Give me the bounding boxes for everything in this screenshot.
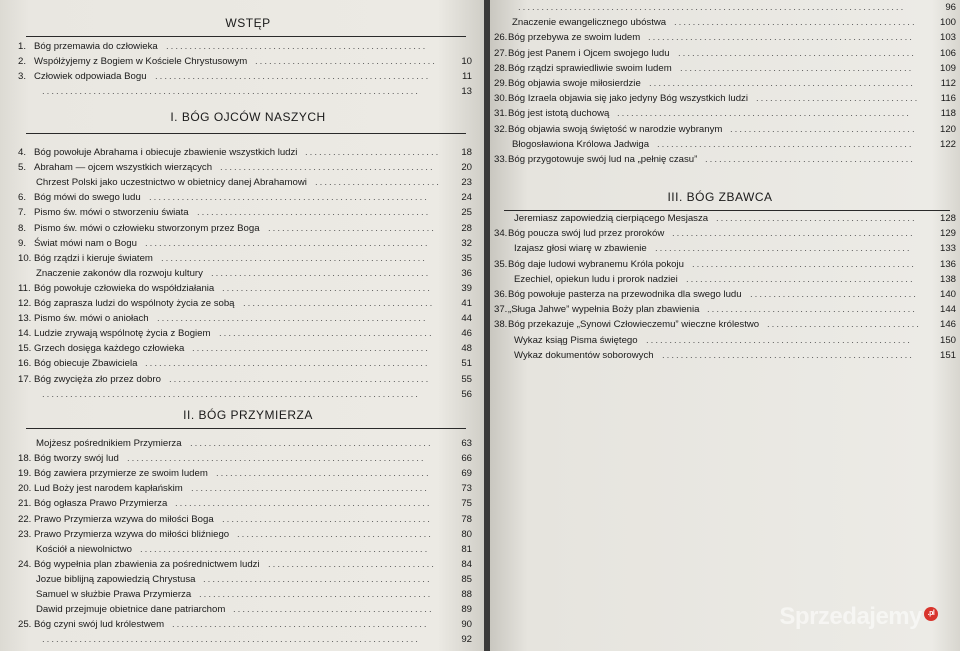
entry-title: Człowiek odpowiada Bogu: [34, 71, 147, 83]
entry-title: Ludzie zrywają wspólnotę życia z Bogiem: [34, 328, 211, 340]
toc-entry: [18, 40, 472, 54]
entry-number: 29.: [494, 78, 508, 89]
leader-dots: ....................................................: [672, 228, 915, 240]
toc-entry: [26, 437, 472, 451]
leader-dots: ........................................: [730, 123, 917, 135]
toc-entry: [494, 1, 956, 15]
watermark: [779, 603, 938, 631]
leader-dots: .............................................: [705, 154, 915, 165]
entry-page: 48: [461, 343, 472, 355]
entry-page: 146: [939, 319, 956, 331]
entry-page: 92: [461, 634, 472, 646]
entry-title: Bóg jest istotą duchową: [508, 108, 610, 120]
leader-dots: .......................................................: [175, 498, 432, 510]
entry-page: 128: [939, 213, 956, 224]
entry-title: Bóg przemawia do człowieka: [34, 41, 158, 52]
entry-number: 21.: [18, 498, 32, 510]
toc-entry: [18, 558, 472, 572]
entry-title: Bóg rządzi sprawiedliwie swoim ludem: [508, 62, 672, 74]
leader-dots: ........................................................: [169, 373, 431, 385]
entry-number: 15.: [18, 343, 32, 355]
leader-dots: .......................................................: [655, 243, 912, 255]
entry-number: 23.: [18, 528, 32, 540]
entry-page: 138: [939, 273, 956, 285]
entry-number: 9.: [18, 237, 27, 249]
entry-title: Bóg zaprasza ludzi do wspólnoty życia ze sobą: [34, 298, 235, 309]
entry-title: Bóg tworzy swój lud: [34, 453, 119, 465]
toc-entry: [494, 318, 956, 332]
entry-page: 41: [461, 298, 472, 309]
leader-dots: .........................................................: [646, 334, 912, 346]
entry-page: 56: [461, 388, 472, 400]
toc-entry: [18, 70, 472, 84]
toc-entry: [18, 467, 472, 481]
leader-dots: ...................................................................................: [518, 2, 906, 13]
entry-title: Dawid przejmuje obietnice dane patriarchom: [36, 604, 226, 616]
entry-number: 12.: [18, 298, 32, 309]
entry-number: 7.: [18, 207, 27, 219]
entry-page: 35: [461, 252, 472, 264]
entry-number: 36.: [494, 289, 508, 300]
toc-entry: [18, 297, 472, 311]
leader-dots: .............................................: [222, 513, 432, 525]
entry-number: 16.: [18, 358, 32, 370]
entry-title: Bóg Izraela objawia się jako jedyny Bóg wszystkich ludzi: [508, 93, 748, 105]
watermark-badge-icon: .pl: [924, 607, 938, 621]
entry-title: Bóg rządzi i kieruje światem: [34, 252, 153, 264]
entry-title: Bóg ogłasza Prawo Przymierza: [34, 498, 168, 510]
entry-number: 38.: [494, 319, 508, 331]
entry-number: 26.: [494, 32, 508, 44]
entry-page: 20: [461, 162, 472, 174]
leader-dots: .......................................................: [657, 138, 914, 150]
toc-entry: [494, 212, 956, 226]
entry-title: Bóg objawia swoje miłosierdzie: [508, 78, 641, 89]
entry-page: 24: [461, 192, 472, 204]
toc-entry: [26, 573, 472, 587]
entry-page: 144: [939, 304, 956, 316]
leader-dots: ............................................................: [149, 192, 429, 204]
leader-dots: ...........................................................: [155, 71, 431, 83]
toc-entry: [494, 107, 956, 121]
entry-title: Bóg przekazuje „Synowi Człowieczemu” wieczne królestwo: [508, 319, 760, 331]
leader-dots: .............................................................: [145, 358, 430, 370]
entry-title: Bóg czyni swój lud królestwem: [34, 619, 165, 631]
leader-dots: .................................................................................: [42, 86, 420, 98]
entry-title: Znaczenie zakonów dla rozwoju kultury: [36, 267, 203, 279]
entry-number: 34.: [494, 228, 508, 240]
entry-number: 25.: [18, 619, 32, 631]
leader-dots: ....................................: [268, 222, 436, 234]
entry-title: Bóg przebywa ze swoim ludem: [508, 32, 641, 44]
entry-title: Bóg powołuje pasterza na przewodnika dla swego ludu: [508, 289, 742, 300]
entry-number: 17.: [18, 373, 32, 385]
toc-entry: [18, 282, 472, 296]
toc-entry: [18, 342, 472, 356]
leader-dots: ...............................................: [211, 267, 431, 279]
entry-title: Bóg mówi do swego ludu: [34, 192, 141, 204]
toc-entry: [18, 452, 472, 466]
section-divider: [26, 36, 466, 37]
entry-title: Prawo Przymierza wzywa do miłości Boga: [34, 513, 214, 525]
entry-page: 89: [461, 604, 472, 616]
leader-dots: ..................................................: [199, 589, 433, 600]
toc-entry: [26, 85, 472, 99]
entry-number: 6.: [18, 192, 27, 204]
toc-entry: [494, 153, 956, 167]
entry-number: 19.: [18, 468, 32, 480]
entry-page: 88: [461, 589, 472, 600]
entry-page: 84: [461, 558, 472, 570]
entry-title: Pismo św. mówi o człowieku stworzonym przez Boga: [34, 222, 260, 234]
entry-title: Bóg obiecuje Zbawiciela: [34, 358, 138, 370]
leader-dots: .............................................: [222, 282, 432, 294]
entry-title: Bóg zawiera przymierze ze swoim ludem: [34, 468, 208, 480]
entry-number: 24.: [18, 558, 32, 570]
leader-dots: ...........................: [315, 177, 441, 189]
leader-dots: .................................................................................: [42, 388, 420, 400]
entry-page: 63: [461, 438, 472, 449]
entry-page: 28: [461, 222, 472, 234]
entry-page: 51: [461, 358, 472, 370]
section-divider: [26, 133, 466, 134]
leader-dots: ..............................................: [219, 328, 434, 340]
leader-dots: ........................................................: [166, 41, 428, 52]
entry-page: 100: [939, 17, 956, 29]
toc-entry: [26, 388, 472, 402]
entry-title: Bóg wypełnia plan zbawienia za pośrednictwem ludzi: [34, 558, 260, 570]
toc-entry: [18, 161, 472, 175]
entry-number: 14.: [18, 328, 32, 340]
toc-entry: [494, 123, 956, 137]
toc-entry: [18, 191, 472, 205]
entry-page: 39: [461, 282, 472, 294]
toc-entry: [18, 222, 472, 236]
toc-entry: [494, 334, 956, 348]
entry-number: 22.: [18, 513, 32, 525]
entry-page: 80: [461, 528, 472, 540]
entry-title: Bóg powołuje człowieka do współdziałania: [34, 282, 215, 294]
toc-entry: [494, 242, 956, 256]
leader-dots: ...................................................: [678, 47, 916, 59]
entry-title: Ezechiel, opiekun ludu i prorok nadziei: [514, 273, 678, 285]
entry-page: 109: [939, 62, 956, 74]
entry-page: 25: [461, 207, 472, 219]
entry-number: 33.: [494, 154, 508, 165]
toc-entry: [26, 543, 472, 557]
entry-number: 28.: [494, 62, 508, 74]
leader-dots: .................................................: [203, 573, 432, 585]
entry-number: 8.: [18, 222, 27, 234]
entry-page: 122: [939, 138, 956, 150]
leader-dots: .........................................................: [649, 78, 915, 89]
entry-page: 23: [461, 177, 472, 189]
entry-page: 66: [461, 453, 472, 465]
entry-title: Chrzest Polski jako uczestnictwo w obietnicy danej Abrahamowi: [36, 177, 307, 189]
toc-entry: [18, 373, 472, 387]
leader-dots: .................................................................................: [42, 634, 420, 646]
entry-title: Bóg powołuje Abrahama i obiecuje zbawienie wszystkich ludzi: [34, 147, 298, 158]
toc-entry: [494, 92, 956, 106]
entry-page: 85: [461, 573, 472, 585]
entry-page: 69: [461, 468, 472, 480]
entry-title: Bóg jest Panem i Ojcem swojego ludu: [508, 47, 670, 59]
entry-title: Jeremiasz zapowiedzią cierpiącego Mesjasza: [514, 213, 709, 224]
entry-page: 112: [940, 78, 956, 89]
entry-number: 32.: [494, 123, 508, 135]
entry-page: 73: [461, 483, 472, 495]
section-title: II. BÓG PRZYMIERZA: [183, 408, 313, 422]
section-title: WSTĘP: [225, 16, 271, 30]
toc-entry: [494, 273, 956, 287]
entry-title: Mojżesz pośrednikiem Przymierza: [36, 438, 182, 449]
entry-number: 20.: [18, 483, 32, 495]
entry-title: Pismo św. mówi o stworzeniu świata: [34, 207, 189, 219]
leader-dots: .............................: [305, 147, 441, 158]
leader-dots: ..............................................................: [140, 543, 430, 555]
entry-page: 81: [461, 543, 472, 555]
toc-entry: [18, 252, 472, 266]
entry-title: Bóg daje ludowi wybranemu Króla pokoju: [508, 258, 684, 270]
entry-title: Błogosławiona Królowa Jadwiga: [512, 138, 650, 150]
entry-page: 129: [939, 228, 956, 240]
entry-title: Abraham — ojcem wszystkich wierzących: [34, 162, 213, 174]
entry-page: 96: [945, 2, 956, 13]
leader-dots: ..............................................: [220, 162, 435, 174]
entry-title: Wykaz ksiąg Pisma świętego: [514, 334, 638, 346]
section-divider: [26, 428, 466, 429]
entry-page: 55: [461, 373, 472, 385]
entry-number: 35.: [494, 258, 508, 270]
entry-number: 18.: [18, 453, 32, 465]
leader-dots: ....................................................: [190, 438, 433, 449]
leader-dots: ................................................: [692, 258, 916, 270]
leader-dots: ...........................................: [233, 604, 434, 616]
entry-page: 150: [939, 334, 956, 346]
entry-number: 5.: [18, 162, 27, 174]
entry-page: 78: [461, 513, 472, 525]
leader-dots: ...................................................: [191, 483, 429, 495]
entry-page: 10: [461, 56, 472, 68]
entry-number: 13.: [18, 313, 32, 325]
toc-entry: [26, 633, 472, 647]
entry-number: 1.: [18, 41, 27, 52]
toc-entry: [18, 528, 472, 542]
leader-dots: ....................................................: [674, 17, 917, 29]
entry-title: Bóg poucza swój lud przez proroków: [508, 228, 665, 240]
entry-page: 44: [461, 313, 472, 325]
toc-entry: [494, 288, 956, 302]
toc-entry: [18, 513, 472, 527]
toc-entry: [18, 357, 472, 371]
entry-title: Współżyjemy z Bogiem w Kościele Chrystusowym: [34, 56, 248, 68]
toc-entry: [26, 267, 472, 281]
watermark-text: Sprzedajemy: [779, 603, 922, 630]
right-page: [490, 0, 960, 651]
toc-entry: [18, 146, 472, 160]
entry-number: 27.: [494, 47, 508, 59]
section-title: I. BÓG OJCÓW NASZYCH: [170, 110, 326, 124]
leader-dots: .................................: [767, 319, 921, 331]
entry-title: Grzech dosięga każdego człowieka: [34, 343, 185, 355]
leader-dots: ..................................................: [680, 62, 914, 74]
entry-page: 75: [461, 498, 472, 510]
leader-dots: .........................................................: [161, 252, 427, 264]
entry-number: 3.: [18, 71, 27, 83]
toc-entry: [18, 327, 472, 341]
entry-page: 90: [461, 619, 472, 631]
entry-page: 18: [461, 147, 472, 158]
leader-dots: .............................................: [707, 304, 917, 316]
leader-dots: .........................................................: [648, 32, 914, 44]
entry-page: 116: [940, 93, 956, 105]
toc-entry: [26, 176, 472, 190]
section-title: III. BÓG ZBAWCA: [667, 190, 773, 204]
toc-entry: [18, 497, 472, 511]
entry-title: Prawo Przymierza wzywa do miłości bliźniego: [34, 528, 230, 540]
toc-entry: [494, 31, 956, 45]
toc-entry: [494, 138, 956, 152]
toc-entry: [18, 618, 472, 632]
entry-title: Lud Boży jest narodem kapłańskim: [34, 483, 183, 495]
entry-number: 30.: [494, 93, 508, 105]
leader-dots: .......................................: [255, 56, 437, 68]
entry-page: 103: [939, 32, 956, 44]
entry-title: Świat mówi nam o Bogu: [34, 237, 137, 249]
leader-dots: ...................................................: [192, 343, 430, 355]
leader-dots: .............................................................: [145, 237, 430, 249]
toc-entry: [494, 47, 956, 61]
toc-entry: [18, 312, 472, 326]
entry-page: 136: [939, 258, 956, 270]
toc-entry: [494, 303, 956, 317]
entry-page: 140: [939, 289, 956, 300]
entry-number: 37.: [494, 304, 508, 316]
entry-page: 151: [939, 349, 956, 361]
entry-page: 118: [940, 108, 956, 120]
entry-page: 11: [462, 71, 472, 83]
section-divider: [504, 210, 950, 211]
entry-number: 31.: [494, 108, 508, 120]
toc-entry: [18, 237, 472, 251]
leader-dots: ....................................: [268, 558, 436, 570]
entry-title: Izajasz głosi wiarę w zbawienie: [514, 243, 647, 255]
toc-entry: [494, 77, 956, 91]
toc-entry: [494, 227, 956, 241]
toc-entry: [26, 588, 472, 602]
toc-entry: [18, 206, 472, 220]
entry-title: Jozue biblijną zapowiedzią Chrystusa: [36, 573, 196, 585]
leader-dots: ................................................................: [127, 453, 426, 465]
leader-dots: ..........................................: [237, 528, 433, 540]
entry-title: Kościół a niewolnictwo: [36, 543, 132, 555]
entry-page: 32: [461, 237, 472, 249]
entry-page: 13: [461, 86, 472, 98]
entry-title: Bóg przygotowuje swój lud na „pełnię czasu”: [508, 154, 698, 165]
leader-dots: ...................................: [756, 93, 920, 105]
leader-dots: .......................................................: [172, 619, 429, 631]
toc-entry: [494, 62, 956, 76]
leader-dots: .................................................: [686, 273, 915, 285]
leader-dots: ...........................................: [716, 213, 917, 224]
leader-dots: ..............................................: [216, 468, 431, 480]
entry-number: 2.: [18, 56, 27, 68]
entry-title: Znaczenie ewangelicznego ubóstwa: [512, 17, 667, 29]
entry-title: Bóg objawia swoją świętość w narodzie wybranym: [508, 123, 723, 135]
entry-number: 11.: [18, 282, 31, 294]
leader-dots: ..................................................: [197, 207, 431, 219]
leader-dots: ..........................................................: [157, 313, 428, 325]
leader-dots: .........................................: [243, 298, 435, 309]
toc-entry: [494, 16, 956, 30]
entry-page: 36: [461, 267, 472, 279]
entry-title: „Sługa Jahwe” wypełnia Boży plan zbawienia: [508, 304, 700, 316]
entry-title: Bóg zwycięża zło przez dobro: [34, 373, 161, 385]
entry-title: Wykaz dokumentów soborowych: [514, 349, 654, 361]
leader-dots: ......................................................: [662, 349, 914, 361]
entry-page: 106: [939, 47, 956, 59]
entry-page: 120: [939, 123, 956, 135]
toc-entry: [26, 603, 472, 617]
entry-page: 133: [939, 243, 956, 255]
entry-number: 4.: [18, 147, 27, 158]
leader-dots: ....................................: [750, 289, 918, 300]
leader-dots: ...............................................................: [617, 108, 911, 120]
toc-entry: [494, 258, 956, 272]
entry-title: Samuel w służbie Prawa Przymierza: [36, 589, 192, 600]
entry-number: 10.: [18, 252, 32, 264]
entry-title: Pismo św. mówi o aniołach: [34, 313, 149, 325]
toc-entry: [18, 55, 472, 69]
entry-page: 46: [461, 328, 472, 340]
toc-entry: [494, 349, 956, 363]
toc-entry: [18, 482, 472, 496]
